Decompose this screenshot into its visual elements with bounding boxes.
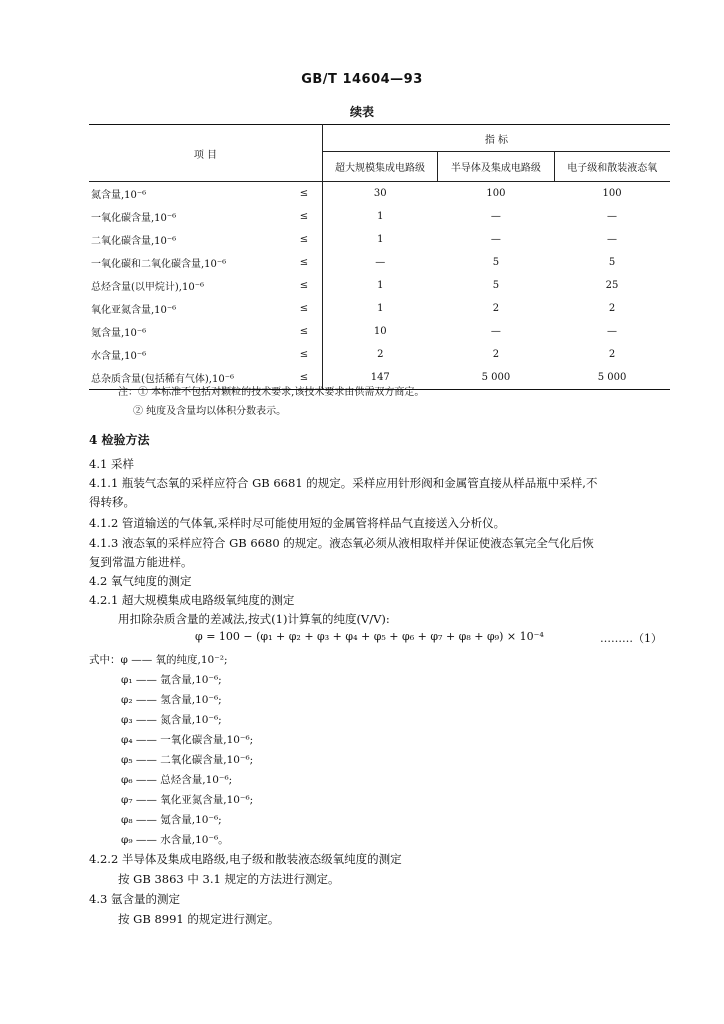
row-value-vlsi: 1 bbox=[377, 280, 384, 291]
row-value-vlsi: 1 bbox=[377, 303, 384, 314]
table-note-2: ② 纯度及含量均以体积分数表示。 bbox=[133, 406, 287, 417]
row-item-label: 一氧化碳和二氧化碳含量,10⁻⁶ bbox=[91, 259, 227, 270]
row-value-electronic-liquid: 5 bbox=[608, 257, 616, 268]
row-limit-symbol: ≤ bbox=[286, 297, 322, 320]
section-4-3-text: 按 GB 8991 的规定进行测定。 bbox=[118, 912, 280, 926]
row-value-semiconductor: 100 bbox=[486, 188, 506, 199]
grade-header-electronic-liquid: 电子级和散装液态氧 bbox=[554, 152, 670, 182]
table-row bbox=[89, 182, 670, 206]
section-4-1-3-line1: 4.1.3 液态氧的采样应符合 GB 6680 的规定。液态氧必须从液相取样并保证使液态氧完全气化后恢 bbox=[89, 536, 594, 550]
row-value-semiconductor: — bbox=[490, 234, 501, 245]
row-value-electronic-liquid: 2 bbox=[608, 349, 616, 360]
row-limit-symbol: ≤ bbox=[286, 343, 322, 366]
grade-header-semiconductor: 半导体及集成电路级 bbox=[438, 152, 554, 182]
row-limit-symbol: ≤ bbox=[286, 274, 322, 297]
section-4-2-1-heading: 4.2.1 超大规模集成电路级氧纯度的测定 bbox=[89, 593, 295, 607]
row-value-semiconductor: 5 bbox=[492, 257, 500, 268]
row-value-vlsi: 1 bbox=[377, 234, 384, 245]
row-item-label: 氮含量,10⁻⁶ bbox=[91, 190, 147, 201]
table-row bbox=[89, 343, 670, 366]
section-4-1-heading: 4.1 采样 bbox=[89, 457, 134, 471]
row-value-electronic-liquid: — bbox=[607, 234, 618, 245]
row-value-vlsi: 2 bbox=[377, 349, 384, 360]
table-note-1: 注：① 本标准不包括对颗粒的技术要求,该技术要求由供需双方商定。 bbox=[118, 387, 425, 398]
row-limit-symbol: ≤ bbox=[286, 366, 322, 390]
row-value-vlsi: — bbox=[375, 257, 386, 268]
section-4-1-1-line1: 4.1.1 瓶装气态氧的采样应符合 GB 6681 的规定。采样应用针形阀和金属管直接从样品瓶中采样,不 bbox=[89, 476, 598, 490]
row-item-label: 二氧化碳含量,10⁻⁶ bbox=[91, 236, 177, 247]
variable-definition: φ₉ —— 水含量,10⁻⁶。 bbox=[121, 834, 229, 846]
grade-header-vlsi: 超大规模集成电路级 bbox=[322, 152, 437, 182]
row-value-semiconductor: 2 bbox=[492, 349, 500, 360]
standard-number-header: GB/T 14604—93 bbox=[301, 72, 423, 87]
table-row bbox=[89, 228, 670, 251]
row-item-label: 氧化亚氮含量,10⁻⁶ bbox=[91, 305, 177, 316]
table-body bbox=[89, 182, 670, 390]
row-item-label: 水含量,10⁻⁶ bbox=[91, 351, 147, 362]
row-value-semiconductor: 5 bbox=[492, 280, 500, 291]
variable-definition: φ₃ —— 氮含量,10⁻⁶; bbox=[121, 714, 222, 726]
section-4-2-1-text: 用扣除杂质含量的差减法,按式(1)计算氧的纯度(V/V): bbox=[118, 612, 390, 626]
row-value-semiconductor: — bbox=[490, 326, 501, 337]
table-row bbox=[89, 205, 670, 228]
row-limit-symbol: ≤ bbox=[286, 182, 322, 206]
section-4-heading: 4 检验方法 bbox=[89, 433, 150, 447]
table-row bbox=[89, 274, 670, 297]
row-limit-symbol: ≤ bbox=[286, 251, 322, 274]
variable-definition: φ₅ —— 二氧化碳含量,10⁻⁶; bbox=[121, 754, 254, 766]
section-4-3-heading: 4.3 氩含量的测定 bbox=[89, 892, 180, 906]
row-value-semiconductor: 5 000 bbox=[438, 366, 554, 390]
row-limit-symbol: ≤ bbox=[286, 228, 322, 251]
section-4-1-2: 4.1.2 管道输送的气体氧,采样时尽可能使用短的金属管将样品气直接送入分析仪。 bbox=[89, 516, 506, 530]
formula-where-clause: 式中：φ —— 氧的纯度,10⁻²; bbox=[89, 654, 228, 666]
section-4-2-2-text: 按 GB 3863 中 3.1 规定的方法进行测定。 bbox=[118, 872, 340, 886]
section-4-2-2-heading: 4.2.2 半导体及集成电路级,电子级和散装液态级氧纯度的测定 bbox=[89, 852, 402, 866]
section-4-1-1-line2: 得转移。 bbox=[89, 495, 135, 509]
table-row bbox=[89, 251, 670, 274]
variable-definition: φ₇ —— 氧化亚氮含量,10⁻⁶; bbox=[121, 794, 254, 806]
row-value-electronic-liquid: 2 bbox=[608, 303, 616, 314]
row-item-label: 氪含量,10⁻⁶ bbox=[91, 328, 147, 339]
row-value-vlsi: 147 bbox=[322, 366, 437, 390]
variable-definition: φ₄ —— 一氧化碳含量,10⁻⁶; bbox=[121, 734, 254, 746]
purity-formula: φ = 100 − (φ₁ + φ₂ + φ₃ + φ₄ + φ₅ + φ₆ + φ₇ + φ₈ + φ₉) × 10⁻⁴ bbox=[195, 630, 544, 643]
section-4-2-heading: 4.2 氧气纯度的测定 bbox=[89, 574, 192, 588]
section-4-1-3-line2: 复到常温方能进样。 bbox=[89, 555, 193, 569]
row-limit-symbol: ≤ bbox=[286, 205, 322, 228]
variable-definition: φ₁ —— 氩含量,10⁻⁶; bbox=[121, 674, 222, 686]
formula-number: ………（1） bbox=[600, 632, 662, 645]
row-item-label: 总烃含量(以甲烷计),10⁻⁶ bbox=[91, 282, 204, 293]
item-column-header: 项 目 bbox=[89, 125, 322, 182]
row-item-label: 总杂质含量(包括稀有气体),10⁻⁶ bbox=[89, 366, 286, 390]
table-row bbox=[89, 320, 670, 343]
row-value-vlsi: 1 bbox=[377, 211, 384, 222]
indicator-column-header: 指 标 bbox=[322, 125, 670, 152]
variable-definition: φ₆ —— 总烃含量,10⁻⁶; bbox=[121, 774, 233, 786]
variable-definition: φ₂ —— 氢含量,10⁻⁶; bbox=[121, 694, 222, 706]
row-value-electronic-liquid: 5 000 bbox=[554, 366, 670, 390]
row-value-vlsi: 10 bbox=[373, 326, 387, 337]
row-value-vlsi: 30 bbox=[373, 188, 387, 199]
row-value-electronic-liquid: — bbox=[607, 211, 618, 222]
table-row bbox=[89, 297, 670, 320]
row-value-semiconductor: — bbox=[490, 211, 501, 222]
row-item-label: 一氧化碳含量,10⁻⁶ bbox=[91, 213, 177, 224]
row-limit-symbol: ≤ bbox=[286, 320, 322, 343]
specification-table bbox=[89, 124, 670, 390]
row-value-electronic-liquid: 25 bbox=[605, 280, 619, 291]
row-value-semiconductor: 2 bbox=[492, 303, 500, 314]
variable-definition: φ₈ —— 氪含量,10⁻⁶; bbox=[121, 814, 222, 826]
table-caption: 续表 bbox=[349, 105, 374, 119]
row-value-electronic-liquid: — bbox=[607, 326, 618, 337]
row-value-electronic-liquid: 100 bbox=[602, 188, 622, 199]
